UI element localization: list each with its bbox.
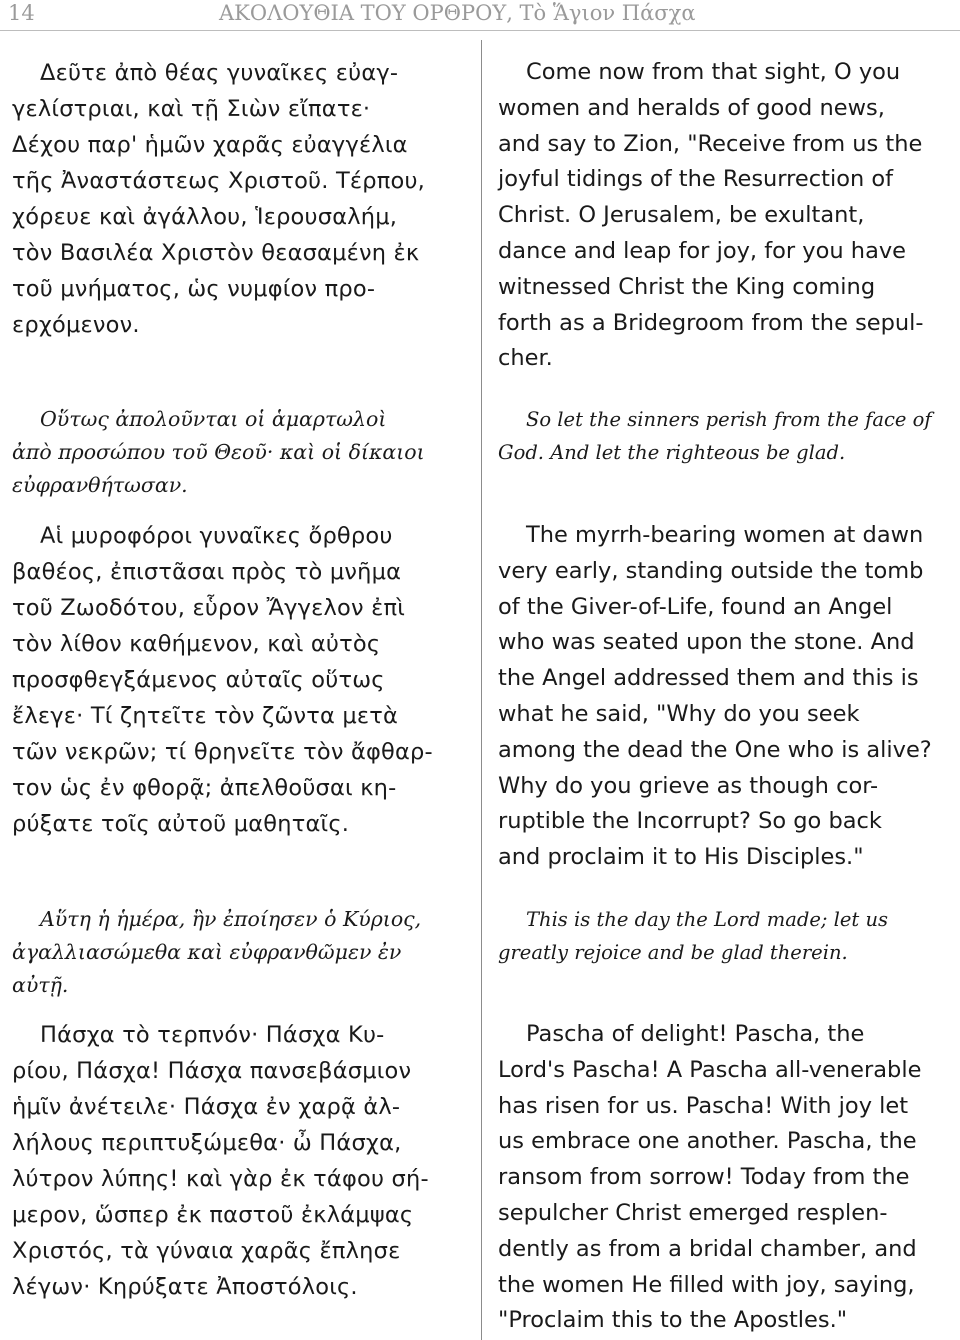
greek-line: ερχόμενον. bbox=[12, 312, 140, 338]
english-line: forth as a Bridegroom from the sepul- bbox=[498, 309, 924, 336]
english-line: the Angel addressed them and this is bbox=[498, 665, 919, 692]
greek-line: ρίου, Πάσχα! Πάσχα πανσεβάσμιον bbox=[12, 1058, 412, 1084]
english-line: ruptible the Incorrupt? So go back bbox=[498, 808, 882, 835]
english-line: dently as from a bridal chamber, and bbox=[498, 1235, 917, 1262]
english-line: Christ. O Jerusalem, be exultant, bbox=[498, 202, 865, 229]
greek-line: λήλους περιπτυξώμεθα· ὦ Πάσχα, bbox=[12, 1130, 402, 1156]
page-header bbox=[0, 0, 960, 30]
header-rule bbox=[0, 30, 960, 31]
english-stanza-pascha bbox=[498, 1017, 958, 1339]
greek-line: Δεῦτε ἀπὸ θέας γυναῖκες εὐαγ- bbox=[40, 60, 399, 86]
greek-line: τοῦ Ζωοδότου, εὗρον Ἄγγελον ἐπὶ bbox=[12, 595, 406, 621]
greek-line: ἔλεγε· Τί ζητεῖτε τὸν ζῶντα μετὰ bbox=[12, 703, 399, 729]
english-line: Why do you grieve as though cor- bbox=[498, 772, 879, 799]
english-line: The myrrh-bearing women at dawn bbox=[526, 522, 924, 548]
english-line: and proclaim it to His Disciples." bbox=[498, 844, 864, 871]
english-line: Pascha of delight! Pascha, the bbox=[526, 1021, 865, 1047]
english-line: and say to Zion, "Receive from us the bbox=[498, 130, 923, 157]
greek-line: λέγων· Κηρύξατε Ἀποστόλοις. bbox=[12, 1274, 358, 1300]
greek-line: βαθέος, ἐπιστᾶσαι πρὸς τὸ μνῆμα bbox=[12, 559, 402, 585]
english-verse-sinners bbox=[498, 403, 958, 469]
english-line: us embrace one another. Pascha, the bbox=[498, 1128, 917, 1155]
english-line: dance and leap for joy, for you have bbox=[498, 237, 907, 264]
english-verse-this-is-the-day bbox=[498, 903, 958, 969]
greek-verse-sinners bbox=[12, 403, 464, 502]
english-line: sepulcher Christ emerged resplen- bbox=[498, 1199, 888, 1226]
greek-line: μερον, ὥσπερ ἐκ παστοῦ ἐκλάμψας bbox=[12, 1202, 414, 1228]
english-line: joyful tidings of the Resurrection of bbox=[498, 166, 894, 193]
greek-stanza-pascha bbox=[12, 1017, 464, 1305]
greek-line: ἡμῖν ἀνέτειλε· Πάσχα ἐν χαρᾷ ἀλ- bbox=[12, 1094, 401, 1120]
greek-line: τοῦ μνήματος, ὡς νυμφίον προ- bbox=[12, 276, 376, 302]
greek-line: τῶν νεκρῶν; τί θρηνεῖτε τὸν ἄφθαρ- bbox=[12, 739, 433, 765]
greek-line: τὸν λίθον καθήμενον, καὶ αὐτὸς bbox=[12, 631, 381, 657]
greek-stanza-come-now bbox=[12, 55, 464, 343]
english-line: what he said, "Why do you seek bbox=[498, 700, 860, 727]
greek-line: προσφθεγξάμενος αὐταῖς οὕτως bbox=[12, 667, 385, 693]
greek-line: αὐτῇ. bbox=[12, 973, 69, 997]
greek-line: ἀπὸ προσώπου τοῦ Θεοῦ· καὶ οἱ δίκαιοι bbox=[12, 440, 425, 464]
english-line: greatly rejoice and be glad therein. bbox=[498, 941, 848, 964]
greek-line: γελίστριαι, καὶ τῇ Σιὼν εἴπατε· bbox=[12, 96, 371, 122]
greek-stanza-myrrh-bearers bbox=[12, 518, 464, 842]
greek-line: Πάσχα τὸ τερπνόν· Πάσχα Κυ- bbox=[40, 1022, 385, 1048]
english-line: the women He filled with joy, saying, bbox=[498, 1271, 915, 1298]
greek-line: λύτρον λύπης! καὶ γὰρ ἐκ τάφου σή- bbox=[12, 1166, 429, 1192]
english-line: of the Giver-of-Life, found an Angel bbox=[498, 593, 893, 620]
english-line: witnessed Christ the King coming bbox=[498, 273, 876, 300]
column-divider bbox=[481, 40, 482, 1340]
greek-line: ἀγαλλιασώμεθα καὶ εὐφρανθῶμεν ἐν bbox=[12, 940, 402, 964]
english-line: who was seated upon the stone. And bbox=[498, 629, 915, 656]
greek-line: εὐφρανθήτωσαν. bbox=[12, 473, 188, 497]
greek-line: Οὕτως ἀπολοῦνται οἱ ἁμαρτωλοὶ bbox=[40, 407, 387, 431]
english-line: ransom from sorrow! Today from the bbox=[498, 1164, 910, 1191]
greek-line: Αἱ μυροφόροι γυναῖκες ὄρθρου bbox=[40, 523, 393, 549]
english-stanza-myrrh-bearers bbox=[498, 518, 958, 876]
english-line: has risen for us. Pascha! With joy let bbox=[498, 1092, 909, 1119]
page-number: 14 bbox=[8, 1, 35, 25]
english-line: God. And let the righteous be glad. bbox=[498, 441, 846, 464]
greek-line: ρύξατε τοῖς αὐτοῦ μαθηταῖς. bbox=[12, 811, 350, 837]
english-stanza-come-now bbox=[498, 55, 958, 377]
greek-line: τὸν Βασιλέα Χριστὸν θεασαμένη ἐκ bbox=[12, 240, 420, 266]
english-line: among the dead the One who is alive? bbox=[498, 736, 932, 763]
english-line: Lord's Pascha! A Pascha all-venerable bbox=[498, 1056, 922, 1083]
greek-verse-this-is-the-day bbox=[12, 903, 464, 1002]
english-line: "Proclaim this to the Apostles." bbox=[498, 1307, 848, 1334]
english-line: very early, standing outside the tomb bbox=[498, 557, 924, 584]
greek-line: Αὕτη ἡ ἡμέρα, ἣν ἐποίησεν ὁ Κύριος, bbox=[40, 907, 422, 931]
running-title: ΑΚΟΛΟΥΘΙΑ ΤΟΥ ΟΡΘΡΟΥ, Τὸ Ἅγιον Πάσχα bbox=[219, 1, 696, 25]
greek-line: τον ὡς ἐν φθορᾷ; ἀπελθοῦσαι κη- bbox=[12, 775, 397, 801]
greek-line: χόρευε καὶ ἀγάλλου, Ἱερουσαλήμ, bbox=[12, 204, 398, 230]
greek-line: Δέχου παρ' ἡμῶν χαρᾶς εὐαγγέλια bbox=[12, 132, 408, 158]
greek-line: τῆς Ἀναστάστεως Χριστοῦ. Τέρπου, bbox=[12, 168, 426, 194]
english-line: cher. bbox=[498, 345, 553, 372]
english-line: So let the sinners perish from the face of bbox=[526, 408, 932, 431]
english-line: This is the day the Lord made; let us bbox=[526, 908, 889, 931]
greek-line: Χριστός, τὰ γύναια χαρᾶς ἔπλησε bbox=[12, 1238, 401, 1264]
english-line: Come now from that sight, O you bbox=[526, 59, 901, 85]
english-line: women and heralds of good news, bbox=[498, 94, 885, 121]
